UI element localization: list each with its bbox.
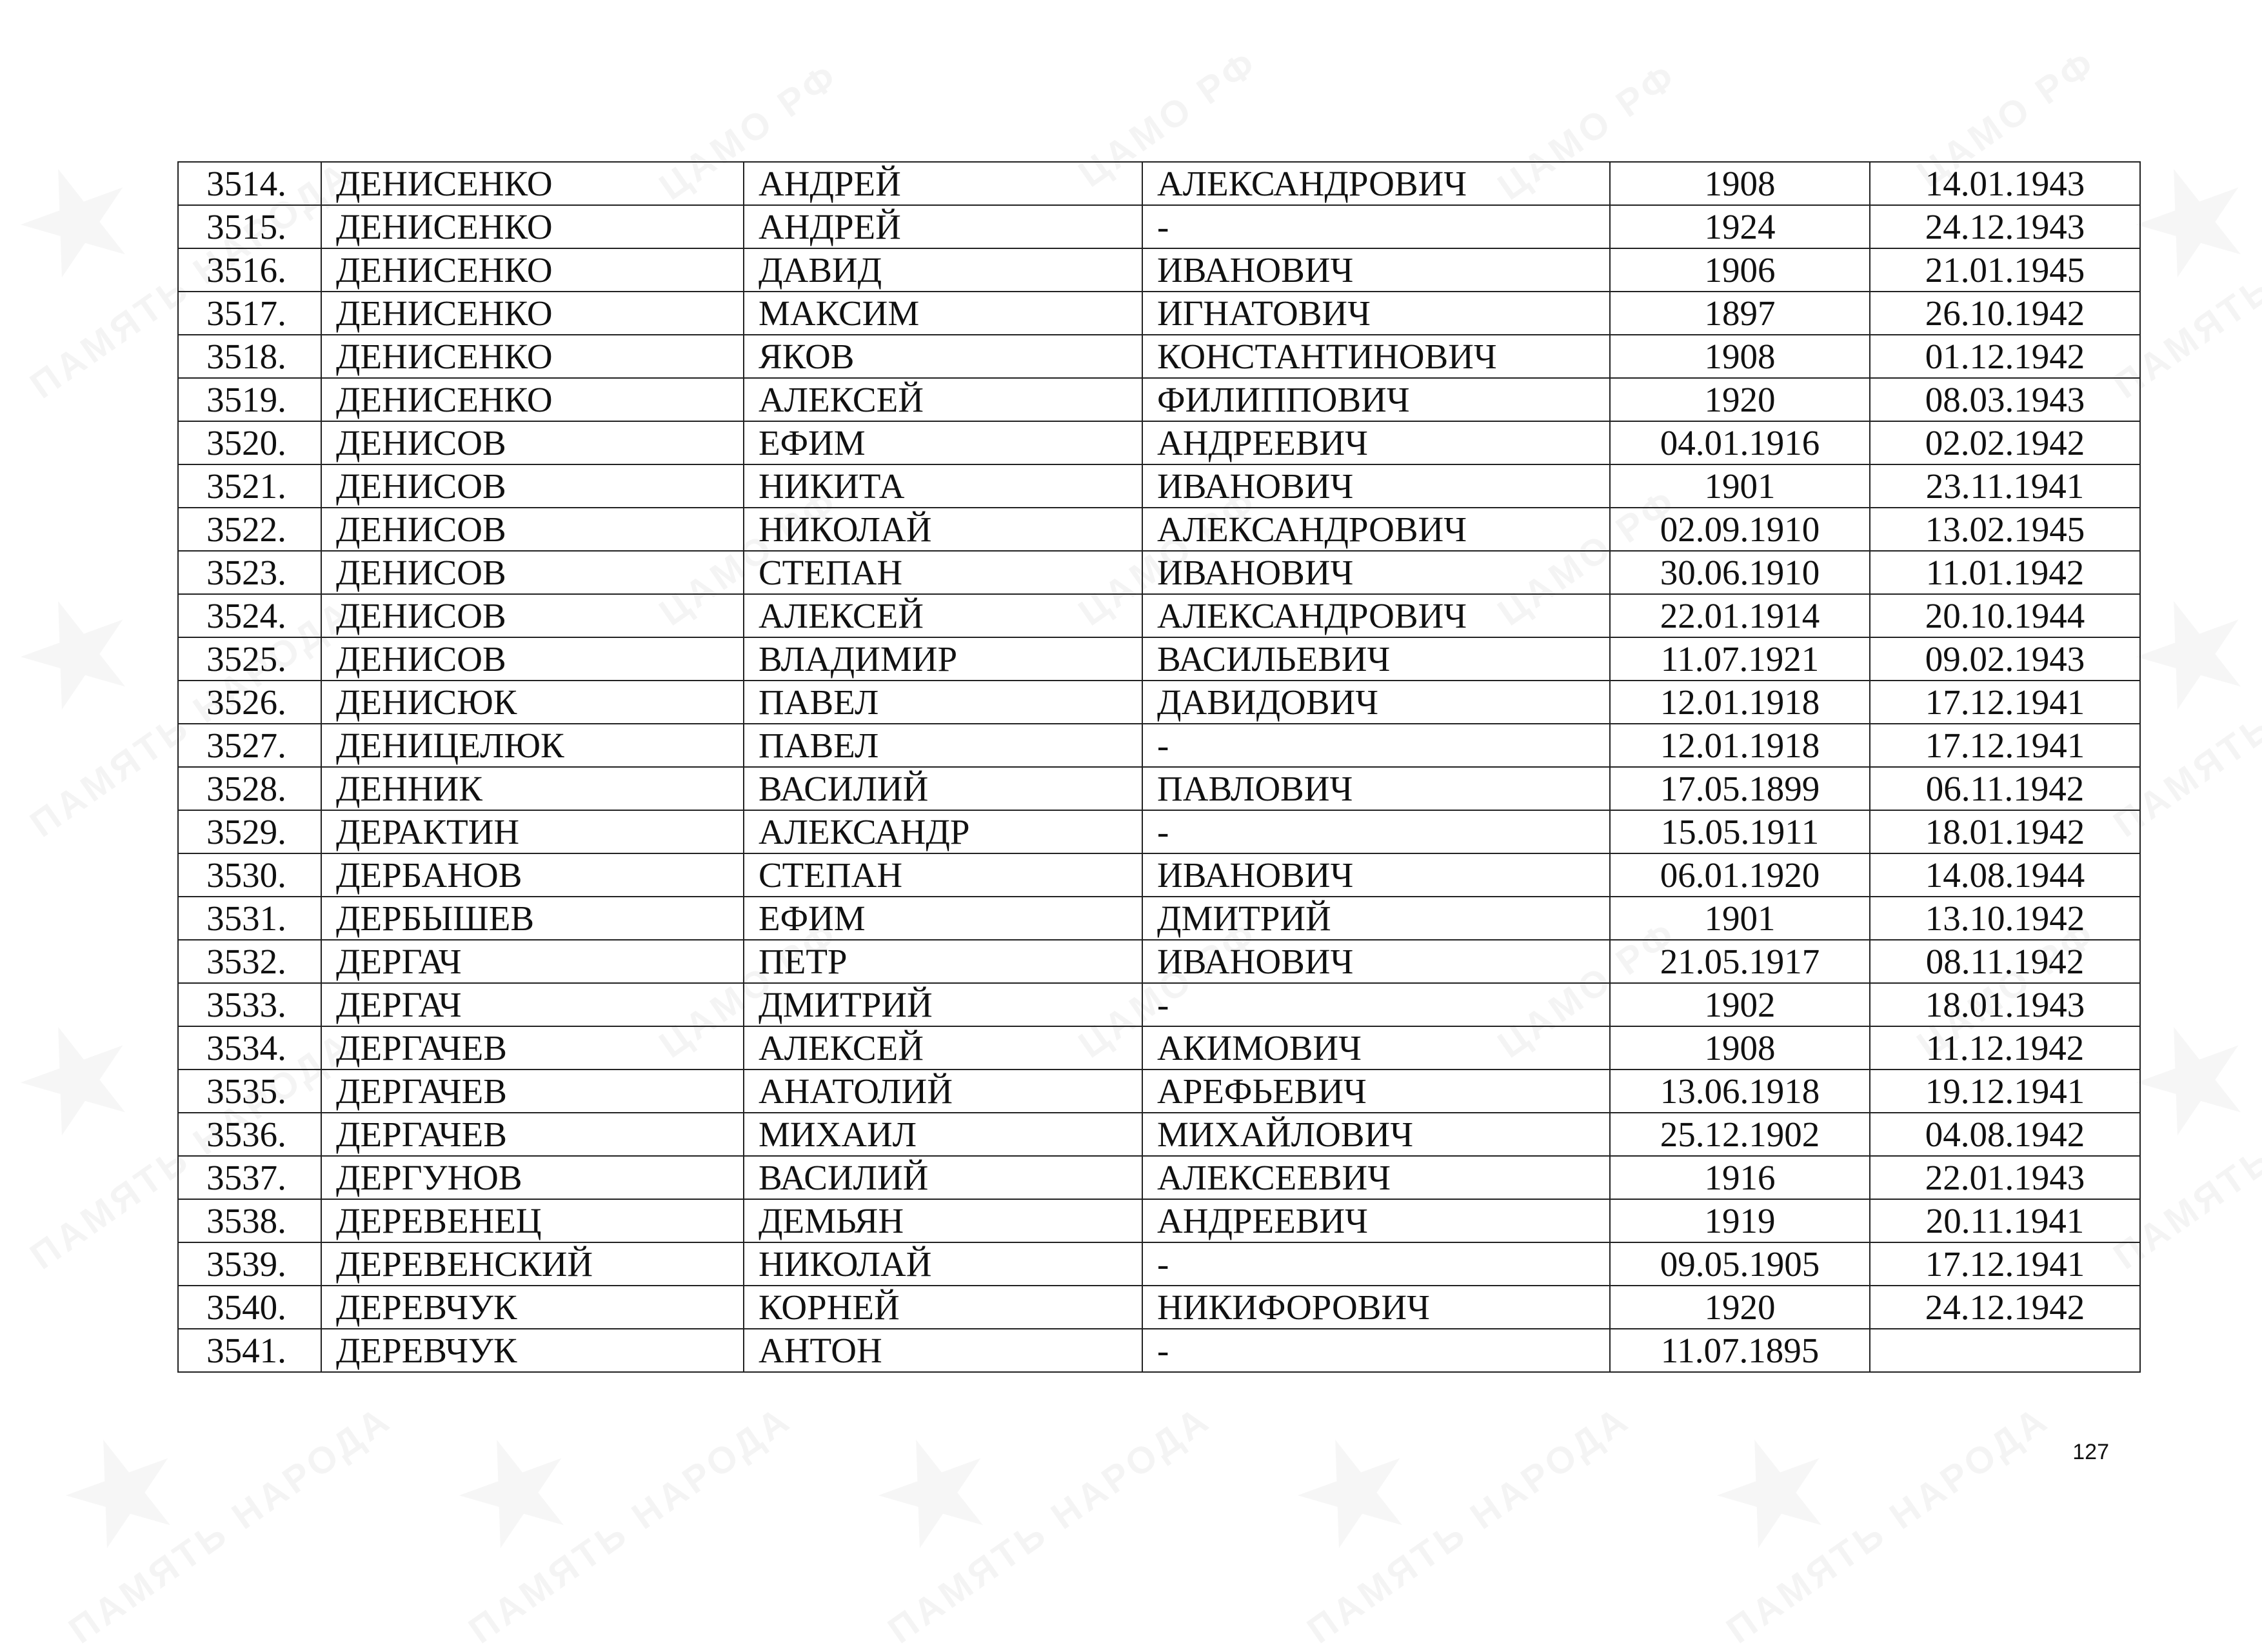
- watermark-logo-text: [461, 1397, 800, 1652]
- table-row: [178, 1156, 2140, 1199]
- watermark-star-icon: [0, 563, 161, 740]
- patronymic-cell: -: [1142, 983, 1610, 1026]
- first-name-cell: МИХАИЛ: [744, 1113, 1142, 1156]
- watermark-star-icon: [1689, 1402, 1857, 1578]
- entry-number: 3539.: [178, 1242, 321, 1286]
- patronymic-cell: КОНСТАНТИНОВИЧ: [1142, 335, 1610, 378]
- entry-number: 3533.: [178, 983, 321, 1026]
- entry-number: 3521.: [178, 464, 321, 508]
- death-date-cell: 14.08.1944: [1870, 853, 2140, 897]
- patronymic-cell: -: [1142, 1329, 1610, 1372]
- surname-cell: ДЕРГАЧЕВ: [321, 1026, 744, 1070]
- birth-date-cell: 1908: [1610, 335, 1870, 378]
- surname-cell: ДЕНИСОВ: [321, 464, 744, 508]
- death-date-cell: 11.12.1942: [1870, 1026, 2140, 1070]
- first-name-cell: ПЕТР: [744, 940, 1142, 983]
- surname-cell: ДЕНИСОВ: [321, 594, 744, 637]
- patronymic-cell: АЛЕКСАНДРОВИЧ: [1142, 594, 1610, 637]
- surname-cell: ДЕНИСЕНКО: [321, 292, 744, 335]
- death-date-cell: 09.02.1943: [1870, 637, 2140, 681]
- surname-cell: ДЕНИСОВ: [321, 508, 744, 551]
- table-row: [178, 248, 2140, 292]
- birth-date-cell: 12.01.1918: [1610, 724, 1870, 767]
- table-row: [178, 1113, 2140, 1156]
- watermark-star-icon: [431, 1402, 599, 1578]
- table-row: [178, 1329, 2140, 1372]
- table-row: [178, 1286, 2140, 1329]
- first-name-cell: АНТОН: [744, 1329, 1142, 1372]
- birth-date-cell: 06.01.1920: [1610, 853, 1870, 897]
- death-date-cell: 18.01.1943: [1870, 983, 2140, 1026]
- table-row: [178, 421, 2140, 464]
- first-name-cell: АЛЕКСАНДР: [744, 810, 1142, 853]
- patronymic-cell: ФИЛИППОВИЧ: [1142, 378, 1610, 421]
- surname-cell: ДЕНИСЕНКО: [321, 205, 744, 248]
- first-name-cell: ЕФИМ: [744, 897, 1142, 940]
- birth-date-cell: 1919: [1610, 1199, 1870, 1242]
- surname-cell: ДЕРЕВЕНЕЦ: [321, 1199, 744, 1242]
- birth-date-cell: 21.05.1917: [1610, 940, 1870, 983]
- death-date-cell: 23.11.1941: [1870, 464, 2140, 508]
- first-name-cell: АНДРЕЙ: [744, 162, 1142, 205]
- watermark-logo-text: [61, 1397, 400, 1652]
- birth-date-cell: 09.05.1905: [1610, 1242, 1870, 1286]
- death-date-cell: 17.12.1941: [1870, 681, 2140, 724]
- entry-number: 3529.: [178, 810, 321, 853]
- patronymic-cell: ИВАНОВИЧ: [1142, 551, 1610, 594]
- watermark-star-icon: [850, 1402, 1018, 1578]
- entry-number: 3520.: [178, 421, 321, 464]
- surname-cell: ДЕНИСЕНКО: [321, 162, 744, 205]
- watermark-logo-text: [880, 1397, 1219, 1652]
- birth-date-cell: 25.12.1902: [1610, 1113, 1870, 1156]
- death-date-cell: 21.01.1945: [1870, 248, 2140, 292]
- birth-date-cell: 1908: [1610, 162, 1870, 205]
- entry-number: 3525.: [178, 637, 321, 681]
- surname-cell: ДЕННИК: [321, 767, 744, 810]
- death-date-cell: 17.12.1941: [1870, 1242, 2140, 1286]
- table-row: [178, 1070, 2140, 1113]
- birth-date-cell: 02.09.1910: [1610, 508, 1870, 551]
- patronymic-cell: АЛЕКСЕЕВИЧ: [1142, 1156, 1610, 1199]
- first-name-cell: ДАВИД: [744, 248, 1142, 292]
- first-name-cell: ДЕМЬЯН: [744, 1199, 1142, 1242]
- birth-date-cell: 1901: [1610, 897, 1870, 940]
- table-row: [178, 292, 2140, 335]
- death-date-cell: 19.12.1941: [1870, 1070, 2140, 1113]
- patronymic-cell: АЛЕКСАНДРОВИЧ: [1142, 508, 1610, 551]
- first-name-cell: ЕФИМ: [744, 421, 1142, 464]
- entry-number: 3514.: [178, 162, 321, 205]
- death-date-cell: 17.12.1941: [1870, 724, 2140, 767]
- surname-cell: ДЕРЕВЕНСКИЙ: [321, 1242, 744, 1286]
- table-row: [178, 940, 2140, 983]
- birth-date-cell: 1901: [1610, 464, 1870, 508]
- entry-number: 3531.: [178, 897, 321, 940]
- first-name-cell: НИКОЛАЙ: [744, 508, 1142, 551]
- table-row: [178, 508, 2140, 551]
- first-name-cell: СТЕПАН: [744, 551, 1142, 594]
- patronymic-cell: ИВАНОВИЧ: [1142, 248, 1610, 292]
- first-name-cell: КОРНЕЙ: [744, 1286, 1142, 1329]
- surname-cell: ДЕНИЦЕЛЮК: [321, 724, 744, 767]
- first-name-cell: ДМИТРИЙ: [744, 983, 1142, 1026]
- table-row: [178, 983, 2140, 1026]
- page-number: 127: [2072, 1440, 2109, 1464]
- surname-cell: ДЕРЕВЧУК: [321, 1286, 744, 1329]
- first-name-cell: ВЛАДИМИР: [744, 637, 1142, 681]
- table-row: [178, 1026, 2140, 1070]
- first-name-cell: АНАТОЛИЙ: [744, 1070, 1142, 1113]
- first-name-cell: АЛЕКСЕЙ: [744, 378, 1142, 421]
- entry-number: 3526.: [178, 681, 321, 724]
- table-row: [178, 853, 2140, 897]
- watermark-star-icon: [0, 131, 161, 308]
- entry-number: 3540.: [178, 1286, 321, 1329]
- birth-date-cell: 13.06.1918: [1610, 1070, 1870, 1113]
- patronymic-cell: -: [1142, 205, 1610, 248]
- entry-number: 3515.: [178, 205, 321, 248]
- entry-number: 3541.: [178, 1329, 321, 1372]
- table-row: [178, 724, 2140, 767]
- table-row: [178, 335, 2140, 378]
- patronymic-cell: ИВАНОВИЧ: [1142, 464, 1610, 508]
- death-date-cell: 14.01.1943: [1870, 162, 2140, 205]
- table-row: [178, 162, 2140, 205]
- surname-cell: ДЕНИСЕНКО: [321, 335, 744, 378]
- patronymic-cell: ВАСИЛЬЕВИЧ: [1142, 637, 1610, 681]
- table-row: [178, 378, 2140, 421]
- entry-number: 3538.: [178, 1199, 321, 1242]
- death-date-cell: 11.01.1942: [1870, 551, 2140, 594]
- surname-cell: ДЕРГАЧЕВ: [321, 1070, 744, 1113]
- entry-number: 3518.: [178, 335, 321, 378]
- table-row: [178, 1199, 2140, 1242]
- birth-date-cell: 04.01.1916: [1610, 421, 1870, 464]
- first-name-cell: АНДРЕЙ: [744, 205, 1142, 248]
- surname-cell: ДЕРБЫШЕВ: [321, 897, 744, 940]
- entry-number: 3523.: [178, 551, 321, 594]
- entry-number: 3535.: [178, 1070, 321, 1113]
- first-name-cell: ВАСИЛИЙ: [744, 1156, 1142, 1199]
- death-date-cell: 01.12.1942: [1870, 335, 2140, 378]
- entry-number: 3524.: [178, 594, 321, 637]
- birth-date-cell: 11.07.1895: [1610, 1329, 1870, 1372]
- table-row: [178, 810, 2140, 853]
- table-row: [178, 464, 2140, 508]
- entry-number: 3536.: [178, 1113, 321, 1156]
- birth-date-cell: 1906: [1610, 248, 1870, 292]
- watermark-star-icon: [37, 1402, 206, 1578]
- patronymic-cell: АНДРЕЕВИЧ: [1142, 1199, 1610, 1242]
- patronymic-cell: АЛЕКСАНДРОВИЧ: [1142, 162, 1610, 205]
- patronymic-cell: ДАВИДОВИЧ: [1142, 681, 1610, 724]
- death-date-cell: 13.10.1942: [1870, 897, 2140, 940]
- patronymic-cell: НИКИФОРОВИЧ: [1142, 1286, 1610, 1329]
- entry-number: 3522.: [178, 508, 321, 551]
- death-date-cell: 20.10.1944: [1870, 594, 2140, 637]
- birth-date-cell: 1920: [1610, 378, 1870, 421]
- patronymic-cell: МИХАЙЛОВИЧ: [1142, 1113, 1610, 1156]
- patronymic-cell: АНДРЕЕВИЧ: [1142, 421, 1610, 464]
- birth-date-cell: 17.05.1899: [1610, 767, 1870, 810]
- death-date-cell: 02.02.1942: [1870, 421, 2140, 464]
- birth-date-cell: 1916: [1610, 1156, 1870, 1199]
- register-table-body: [178, 162, 2140, 1372]
- patronymic-cell: ИВАНОВИЧ: [1142, 940, 1610, 983]
- death-date-cell: 24.12.1943: [1870, 205, 2140, 248]
- surname-cell: ДЕРБАНОВ: [321, 853, 744, 897]
- first-name-cell: АЛЕКСЕЙ: [744, 1026, 1142, 1070]
- death-date-cell: 08.11.1942: [1870, 940, 2140, 983]
- first-name-cell: СТЕПАН: [744, 853, 1142, 897]
- birth-date-cell: 1908: [1610, 1026, 1870, 1070]
- surname-cell: ДЕНИСОВ: [321, 637, 744, 681]
- first-name-cell: НИКИТА: [744, 464, 1142, 508]
- patronymic-cell: ДМИТРИЙ: [1142, 897, 1610, 940]
- death-date-cell: 26.10.1942: [1870, 292, 2140, 335]
- birth-date-cell: 30.06.1910: [1610, 551, 1870, 594]
- entry-number: 3537.: [178, 1156, 321, 1199]
- surname-cell: ДЕРГАЧ: [321, 983, 744, 1026]
- death-date-cell: 20.11.1941: [1870, 1199, 2140, 1242]
- birth-date-cell: 1924: [1610, 205, 1870, 248]
- table-row: [178, 205, 2140, 248]
- patronymic-cell: ИГНАТОВИЧ: [1142, 292, 1610, 335]
- surname-cell: ДЕНИСЕНКО: [321, 378, 744, 421]
- death-date-cell: 18.01.1942: [1870, 810, 2140, 853]
- table-row: [178, 1242, 2140, 1286]
- birth-date-cell: 1920: [1610, 1286, 1870, 1329]
- table-row: [178, 897, 2140, 940]
- death-date-cell: [1870, 1329, 2140, 1372]
- watermark-star-icon: [0, 989, 161, 1166]
- first-name-cell: НИКОЛАЙ: [744, 1242, 1142, 1286]
- death-date-cell: 04.08.1942: [1870, 1113, 2140, 1156]
- patronymic-cell: АКИМОВИЧ: [1142, 1026, 1610, 1070]
- death-date-cell: 13.02.1945: [1870, 508, 2140, 551]
- surname-cell: ДЕРЕВЧУК: [321, 1329, 744, 1372]
- first-name-cell: АЛЕКСЕЙ: [744, 594, 1142, 637]
- first-name-cell: ЯКОВ: [744, 335, 1142, 378]
- watermark-logo-text: [1300, 1397, 1638, 1652]
- surname-cell: ДЕНИСОВ: [321, 421, 744, 464]
- birth-date-cell: 22.01.1914: [1610, 594, 1870, 637]
- patronymic-cell: ИВАНОВИЧ: [1142, 853, 1610, 897]
- entry-number: 3528.: [178, 767, 321, 810]
- table-row: [178, 681, 2140, 724]
- surname-cell: ДЕРГАЧЕВ: [321, 1113, 744, 1156]
- table-row: [178, 767, 2140, 810]
- death-date-cell: 06.11.1942: [1870, 767, 2140, 810]
- birth-date-cell: 12.01.1918: [1610, 681, 1870, 724]
- surname-cell: ДЕРГУНОВ: [321, 1156, 744, 1199]
- entry-number: 3517.: [178, 292, 321, 335]
- entry-number: 3534.: [178, 1026, 321, 1070]
- watermark-star-icon: [1269, 1402, 1438, 1578]
- death-date-cell: 22.01.1943: [1870, 1156, 2140, 1199]
- surname-cell: ДЕНИСЕНКО: [321, 248, 744, 292]
- entry-number: 3530.: [178, 853, 321, 897]
- birth-date-cell: 11.07.1921: [1610, 637, 1870, 681]
- patronymic-cell: -: [1142, 724, 1610, 767]
- death-date-cell: 08.03.1943: [1870, 378, 2140, 421]
- surname-cell: ДЕНИСОВ: [321, 551, 744, 594]
- death-date-cell: 24.12.1942: [1870, 1286, 2140, 1329]
- patronymic-cell: АРЕФЬЕВИЧ: [1142, 1070, 1610, 1113]
- surname-cell: ДЕНИСЮК: [321, 681, 744, 724]
- patronymic-cell: -: [1142, 1242, 1610, 1286]
- birth-date-cell: 1897: [1610, 292, 1870, 335]
- entry-number: 3532.: [178, 940, 321, 983]
- table-row: [178, 551, 2140, 594]
- first-name-cell: ПАВЕЛ: [744, 681, 1142, 724]
- table-row: [178, 594, 2140, 637]
- surname-cell: ДЕРАКТИН: [321, 810, 744, 853]
- birth-date-cell: 1902: [1610, 983, 1870, 1026]
- first-name-cell: ВАСИЛИЙ: [744, 767, 1142, 810]
- entry-number: 3516.: [178, 248, 321, 292]
- watermark-logo-text: [1719, 1397, 2058, 1652]
- first-name-cell: ПАВЕЛ: [744, 724, 1142, 767]
- patronymic-cell: -: [1142, 810, 1610, 853]
- entry-number: 3527.: [178, 724, 321, 767]
- first-name-cell: МАКСИМ: [744, 292, 1142, 335]
- register-table: [177, 161, 2141, 1373]
- birth-date-cell: 15.05.1911: [1610, 810, 1870, 853]
- surname-cell: ДЕРГАЧ: [321, 940, 744, 983]
- entry-number: 3519.: [178, 378, 321, 421]
- table-row: [178, 637, 2140, 681]
- patronymic-cell: ПАВЛОВИЧ: [1142, 767, 1610, 810]
